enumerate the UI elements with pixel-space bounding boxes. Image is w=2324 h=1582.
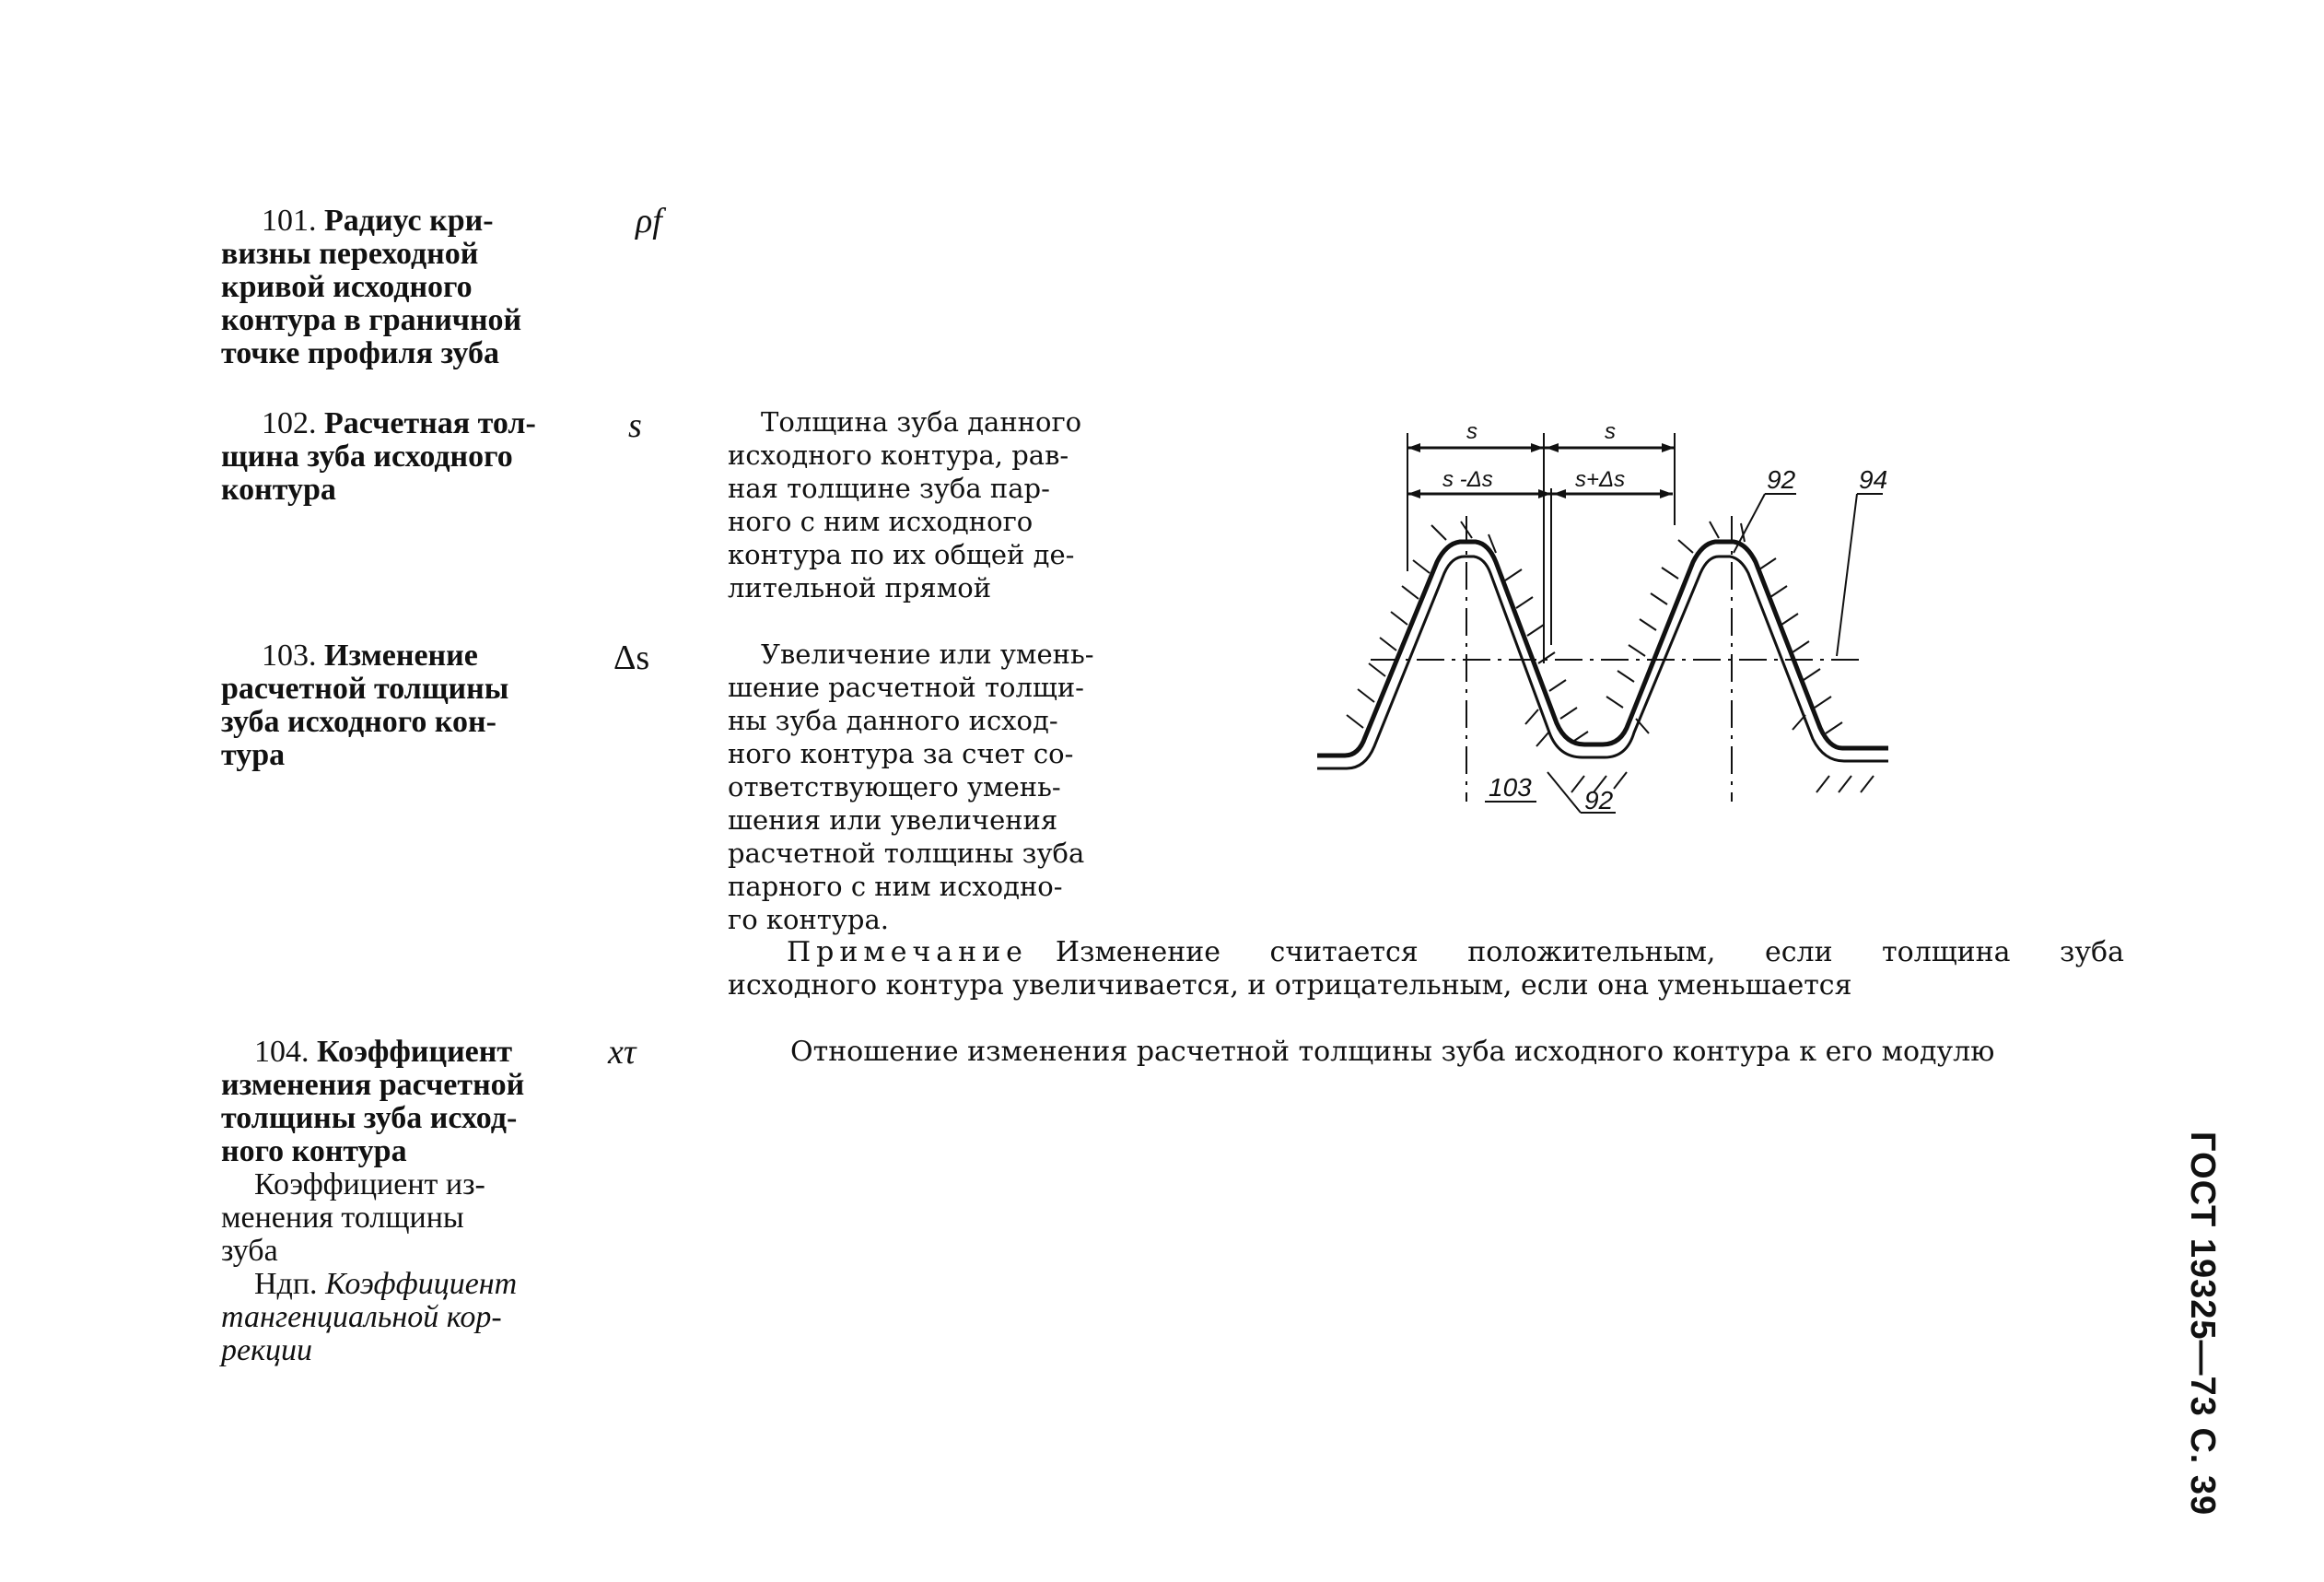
- deprecated-line: рекции: [221, 1333, 312, 1367]
- term-103: [221, 639, 590, 772]
- tooth-profile-figure: [1308, 415, 1925, 829]
- term-number: 101.: [262, 204, 317, 238]
- leader-line: [1547, 772, 1581, 813]
- ref-label: 94: [1859, 465, 1888, 494]
- term-102: [221, 407, 590, 507]
- note-text-line: Изменение считается положительным, если толщина зуба: [1055, 936, 2124, 968]
- definition-line: го контура.: [728, 904, 889, 935]
- definition-line: ная толщине зуба пар-: [728, 473, 1050, 504]
- synonym-line: менения толщины: [221, 1201, 464, 1235]
- symbol-104: xτ: [608, 1033, 636, 1072]
- definition-line: Увеличение или умень-: [761, 639, 1094, 670]
- deprecated-line: тангенциальной кор-: [221, 1300, 502, 1334]
- leader-line: [1837, 494, 1857, 656]
- definition-line: ответствующего умень-: [728, 771, 1061, 803]
- definition-line: шения или увеличения: [728, 804, 1058, 836]
- symbol-102: s: [628, 406, 642, 445]
- term-line: Коэффициент: [317, 1035, 513, 1069]
- term-104: [221, 1036, 608, 1367]
- note-label: Примечание: [787, 936, 1028, 968]
- leader-line: [1734, 494, 1765, 553]
- term-line: изменения расчетной: [221, 1068, 525, 1102]
- deprecated-line: Коэффициент: [325, 1267, 518, 1301]
- definition-line: парного с ним исходно-: [728, 871, 1063, 902]
- rack-profile-outer: [1317, 542, 1888, 756]
- ref-label: 92: [1584, 786, 1614, 814]
- definition-line: контура по их общей де-: [728, 539, 1075, 570]
- term-line: Радиус кри-: [324, 204, 494, 238]
- term-line: точке профиля зуба: [221, 336, 499, 370]
- definition-line: Толщина зуба данного: [761, 406, 1082, 438]
- deprecated-prefix: Ндп.: [254, 1267, 318, 1301]
- definition-102: [728, 405, 1126, 604]
- note-103: [728, 936, 2124, 1002]
- synonym-line: Коэффициент из-: [254, 1167, 485, 1201]
- definition-103: [728, 638, 1126, 936]
- term-number: 103.: [262, 639, 317, 673]
- term-number: 102.: [262, 406, 317, 440]
- definition-line: расчетной толщины зуба: [728, 838, 1085, 869]
- term-101: [221, 205, 590, 370]
- term-line: зуба исходного кон-: [221, 705, 496, 739]
- page-label: ГОСТ 19325—73 С. 39: [2183, 1131, 2222, 1517]
- term-line: толщины зуба исход-: [221, 1101, 518, 1135]
- definition-line: лительной прямой: [728, 572, 992, 604]
- term-line: расчетной толщины: [221, 672, 509, 706]
- rack-profile-inner: [1317, 557, 1888, 768]
- ref-label: 103: [1489, 773, 1532, 802]
- term-line: контура: [221, 473, 336, 507]
- dim-label: s: [1466, 419, 1477, 444]
- term-line: контура в граничной: [221, 303, 522, 337]
- term-number: 104.: [254, 1035, 309, 1069]
- definition-line: шение расчетной толщи-: [728, 672, 1084, 703]
- definition-104: Отношение изменения расчетной толщины зуба исходного контура к его модулю: [790, 1036, 1995, 1068]
- definition-line: исходного контура, рав-: [728, 439, 1069, 471]
- symbol-103: Δs: [613, 639, 650, 677]
- ref-label: 92: [1767, 465, 1796, 494]
- definition-line: ного с ним исходного: [728, 506, 1034, 537]
- term-line: кривой исходного: [221, 270, 473, 304]
- definition-line: ного контура за счет со-: [728, 738, 1074, 769]
- definition-line: ны зуба данного исход-: [728, 705, 1058, 736]
- term-line: ного контура: [221, 1134, 407, 1168]
- synonym-line: зуба: [221, 1234, 278, 1268]
- dim-label: s: [1605, 419, 1616, 444]
- term-line: щина зуба исходного: [221, 439, 513, 474]
- term-line: Изменение: [324, 639, 478, 673]
- symbol-101: ρf: [636, 202, 662, 240]
- term-line: визны переходной: [221, 237, 479, 271]
- dim-label: s+Δs: [1575, 467, 1626, 492]
- term-line: Расчетная тол-: [324, 406, 536, 440]
- term-line: тура: [221, 738, 286, 772]
- note-text-line: исходного контура увеличивается, и отрицательным, если она уменьшается: [728, 969, 1852, 1002]
- dim-label: s -Δs: [1442, 467, 1493, 492]
